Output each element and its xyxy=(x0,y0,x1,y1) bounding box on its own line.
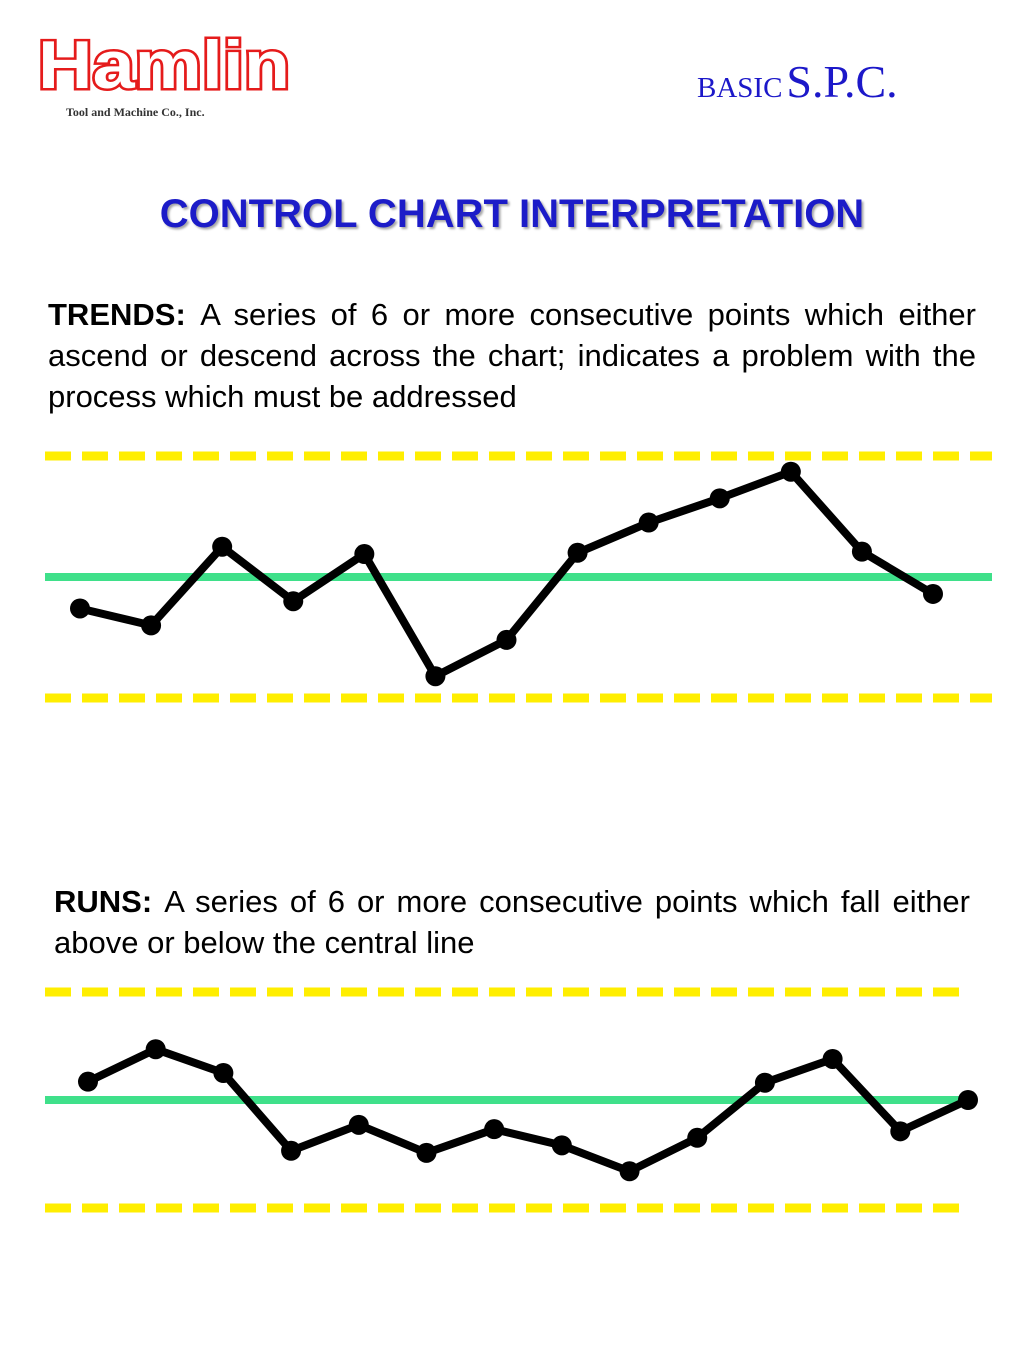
data-point xyxy=(349,1115,369,1135)
basic-spc-heading xyxy=(697,55,898,105)
page-title: CONTROL CHART INTERPRETATION xyxy=(159,192,865,236)
runs-control-chart xyxy=(0,970,1024,1230)
runs-body: A series of 6 or more consecutive points which fall either above or below the central line xyxy=(54,884,970,960)
data-point xyxy=(484,1119,504,1139)
data-point xyxy=(710,488,730,508)
data-point xyxy=(354,544,374,564)
data-point xyxy=(568,543,588,563)
data-point xyxy=(212,537,232,557)
data-point xyxy=(283,591,303,611)
data-point xyxy=(958,1090,978,1110)
data-point xyxy=(823,1049,843,1069)
data-point xyxy=(146,1039,166,1059)
data-point xyxy=(639,513,659,533)
hamlin-logo xyxy=(36,22,306,122)
data-point xyxy=(781,462,801,482)
runs-description xyxy=(54,881,970,963)
data-point xyxy=(687,1128,707,1148)
data-point xyxy=(890,1121,910,1141)
trends-description xyxy=(48,294,976,417)
logo-wordmark: Hamlin xyxy=(38,27,290,103)
data-point xyxy=(552,1135,572,1155)
logo-subtitle: Tool and Machine Co., Inc. xyxy=(66,105,205,119)
data-point xyxy=(425,666,445,686)
spc-label: S.P.C. xyxy=(786,56,898,107)
data-point xyxy=(416,1143,436,1163)
data-point xyxy=(755,1073,775,1093)
data-point xyxy=(620,1161,640,1181)
data-point xyxy=(923,584,943,604)
trends-heading: TRENDS: xyxy=(48,297,186,332)
trends-body: A series of 6 or more consecutive points which either ascend or descend across the chart; indicates a problem with the process which must be addressed xyxy=(48,297,976,414)
data-point xyxy=(70,598,90,618)
data-point xyxy=(852,542,872,562)
data-point xyxy=(78,1072,98,1092)
basic-label: BASIC xyxy=(697,72,783,104)
runs-heading: RUNS: xyxy=(54,884,153,919)
trends-control-chart xyxy=(0,430,1024,730)
data-point xyxy=(281,1141,301,1161)
data-point xyxy=(213,1063,233,1083)
data-point xyxy=(497,630,517,650)
data-point xyxy=(141,615,161,635)
